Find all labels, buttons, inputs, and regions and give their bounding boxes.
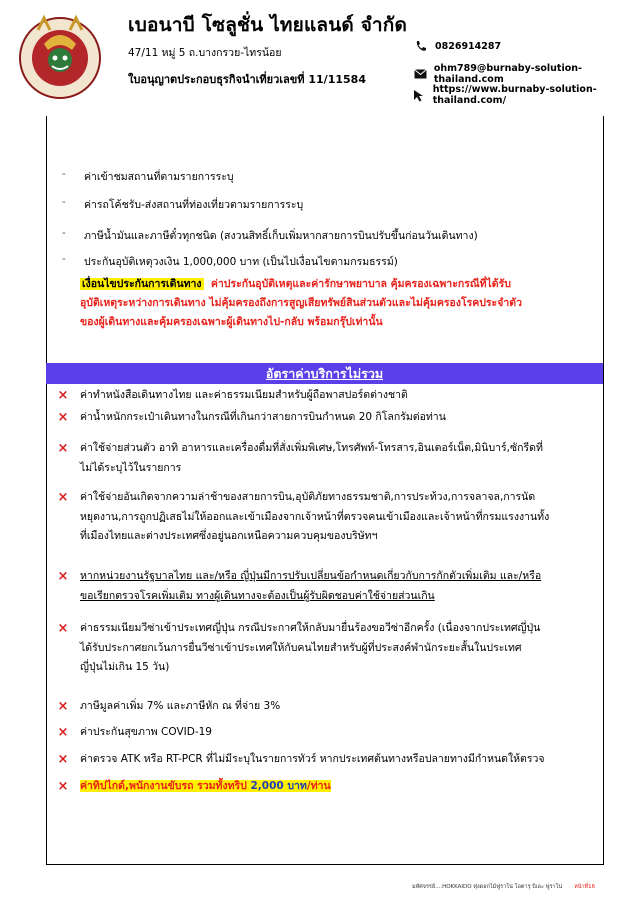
footer-text: มหัศจรรย์....HOKKAIDO ทุ่งดอกไม้ฟูราโน่ โอตารุ บิเอะ ฟูราโน่ xyxy=(412,884,563,890)
excluded-item: × ภาษีมูลค่าเพิ่ม 7% และภาษีหัก ณ ที่จ่าย 3% xyxy=(46,697,602,717)
excluded-item: × ค่าทำหนังสือเดินทางไทย และค่าธรรมเนียมสำหรับผู้ถือพาสปอร์ตต่างชาติ xyxy=(46,386,602,406)
cross-icon: × xyxy=(57,388,69,403)
excluded-title-bar xyxy=(46,363,603,384)
included-item: - ค่าเข้าชมสถานที่ตามรายการระบุ xyxy=(62,168,234,183)
cross-icon: × xyxy=(57,752,69,767)
cross-icon: × xyxy=(57,621,69,636)
phone-number: 0826914287 xyxy=(435,40,502,52)
included-item: - ภาษีน้ำมันและภาษีตั๋วทุกชนิด (สงวนสิทธิ์เก็บเพิ่มหากสายการบินปรับขึ้นก่อนวันเดินทาง) xyxy=(62,227,478,242)
cross-icon: × xyxy=(57,490,69,505)
contact-email[interactable] xyxy=(413,63,636,85)
excluded-item: × หากหน่วยงานรัฐบาลไทย และ/หรือ ญี่ปุ่นมีการปรับเปลี่ยนข้อกำหนดเกี่ยวกับการกักตัวเพิ่มเติม และ/หรือ ขอเรียกตรวจโรคเพิ่มเติม ทางผู้เดินทางจะต้องเป็นผู้รับผิดชอบค่าใช้จ่ายส่วนเกิน xyxy=(46,567,602,606)
tip-note: ค่าทิปไกด์,พนักงานขับรถ รวมทั้งทริป 2,000 บาท/ท่าน xyxy=(80,780,331,792)
cross-icon: × xyxy=(57,569,69,584)
page-number: หน้าที่16 xyxy=(574,884,596,890)
license-number: ใบอนุญาตประกอบธุรกิจนำเที่ยวเลขที่ 11/11584 xyxy=(128,73,366,86)
contact-phone[interactable] xyxy=(413,40,501,52)
page-footer xyxy=(412,883,595,891)
excluded-item: × ค่าน้ำหนักกระเป๋าเดินทางในกรณีที่เกินกว่าสายการบินกำหนด 20 กิโลกรัมต่อท่าน xyxy=(46,408,602,428)
insurance-conditions: เงื่อนไขประกันการเดินทาง ค่าประกันอุบัติเหตุและค่ารักษาพยาบาล คุ้มครองเฉพาะกรณีที่ได้รับ อุบัติเหตุระหว่างการเดินทาง ไม่คุ้มครองถึงการสูญเสียทรัพย์สินส่วนตัวและไม่คุ้มครองโรคประจำตัว ของผู้เดินทางและคุ้มครองเฉพาะผู้เดินทางไป-กลับ พร้อมกรุ๊ปเท่านั้น xyxy=(80,278,522,328)
email-address: ohm789@burnaby-solution-thailand.com xyxy=(433,63,582,85)
excluded-item-tip xyxy=(46,777,602,797)
cross-icon: × xyxy=(57,441,69,456)
envelope-icon xyxy=(413,69,428,79)
contact-website[interactable] xyxy=(413,84,636,106)
insurance-heading: เงื่อนไขประกันการเดินทาง xyxy=(82,278,202,290)
cross-icon: × xyxy=(57,410,69,425)
company-logo xyxy=(14,10,106,102)
excluded-item: × ค่าธรรมเนียมวีซ่าเข้าประเทศญี่ปุ่น กรณีประกาศให้กลับมายื่นร้องขอวีซ่าอีกครั้ง (เนื่องจากประเทศญี่ปุ่น ได้รับประกาศยกเว้นการยื่นวีซ่าเข้าประเทศให้กับคนไทยสำหรับผู้ที่ประสงค์พำนักระยะสั้นในประเทศ ญี่ปุ่นไม่เกิน 15 วัน) xyxy=(46,619,602,678)
cross-icon: × xyxy=(57,779,69,794)
included-item: - ประกันอุบัติเหตุวงเงิน 1,000,000 บาท (เป็นไปเงื่อนไขตามกรมธรรม์) xyxy=(62,253,398,268)
cross-icon: × xyxy=(57,699,69,714)
excluded-title: อัตราค่าบริการไม่รวม xyxy=(265,366,384,381)
company-name: เบอนาบี โซลูชั่น ไทยแลนด์ จำกัด xyxy=(128,14,408,36)
excluded-item: × ค่าใช้จ่ายอันเกิดจากความล่าช้าของสายการบิน,อุบัติภัยทางธรรมชาติ,การประท้วง,การจลาจล,การนัด หยุดงาน,การถูกปฏิเสธไม่ให้ออกและเข้าเมืองจากเจ้าหน้าที่ตรวจคนเข้าเมืองและเจ้าหน้าที่กรมแรงงานทั้ง ที่เมืองไทยและต่างประเทศซึ่งอยู่นอกเหนือความควบคุมของบริษัทฯ xyxy=(46,488,602,547)
cursor-icon xyxy=(413,89,427,102)
website-url: https://www.burnaby-solution-thailand.com/ xyxy=(432,84,597,106)
included-item: - ค่ารถโค้ชรับ-ส่งสถานที่ท่องเที่ยวตามรายการระบุ xyxy=(62,196,304,211)
phone-icon xyxy=(413,40,429,52)
excluded-item: × ค่าประกันสุขภาพ COVID-19 xyxy=(46,723,602,743)
company-address: 47/11 หมู่ 5 ถ.บางกรวย-ไทรน้อย xyxy=(128,47,282,59)
cross-icon: × xyxy=(57,725,69,740)
page-header xyxy=(0,0,636,116)
excluded-item: × ค่าใช้จ่ายส่วนตัว อาทิ อาหารและเครื่องดื่มที่สั่งเพิ่มพิเศษ,โทรศัพท์-โทรสาร,อินเตอร์เน็ต,มินิบาร์,ซักรีดที่ ไม่ได้ระบุไว้ในรายการ xyxy=(46,439,602,478)
excluded-item: × ค่าตรวจ ATK หรือ RT-PCR ที่ไม่มีระบุในรายการทัวร์ หากประเทศต้นทางหรือปลายทางมีกำหนดให้ตรวจ xyxy=(46,750,602,770)
